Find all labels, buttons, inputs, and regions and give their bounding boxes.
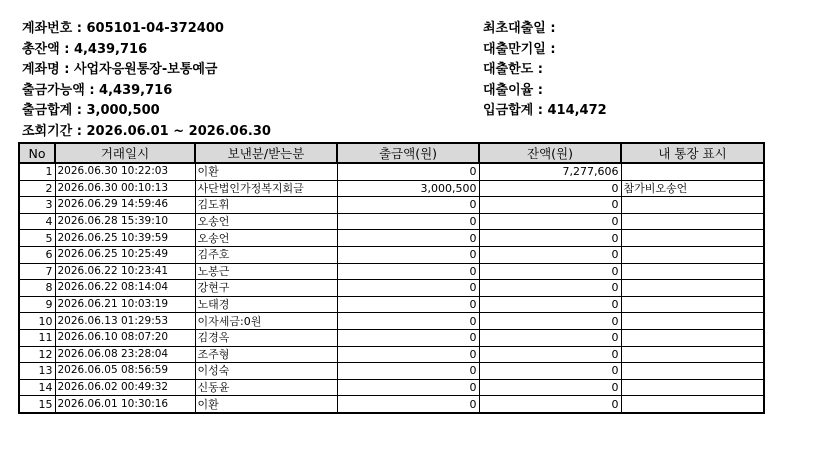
table-row <box>19 296 764 313</box>
row-memo <box>621 329 764 346</box>
row-balance: 0 <box>479 197 621 214</box>
loan-info <box>483 19 607 122</box>
loan-limit-label: 대출한도 : <box>483 62 543 77</box>
available-amount-line <box>22 81 271 102</box>
account-name-line <box>22 60 271 81</box>
table-row <box>19 163 764 180</box>
row-no: 8 <box>19 280 55 297</box>
first-loan-date-line <box>483 19 607 40</box>
withdraw-total-line <box>22 101 271 122</box>
row-datetime: 2026.06.22 10:23:41 <box>55 263 195 280</box>
loan-limit-line <box>483 60 607 81</box>
table-row <box>19 246 764 263</box>
row-counterparty: 김주호 <box>195 246 337 263</box>
row-balance: 0 <box>479 230 621 247</box>
row-balance: 0 <box>479 313 621 330</box>
row-withdrawal: 0 <box>337 280 479 297</box>
account-number: 605101-04-372400 <box>86 21 224 36</box>
row-no: 5 <box>19 230 55 247</box>
account-number-label: 계좌번호 : <box>22 21 87 36</box>
row-balance: 0 <box>479 296 621 313</box>
period-label: 조회기간 : <box>22 123 87 139</box>
row-no: 1 <box>19 163 55 180</box>
row-balance: 0 <box>479 280 621 297</box>
row-balance: 0 <box>479 363 621 380</box>
row-counterparty: 사단법인가정복지회글 <box>195 180 337 197</box>
row-memo <box>621 363 764 380</box>
row-memo <box>621 313 764 330</box>
row-no: 4 <box>19 213 55 230</box>
row-counterparty: 오송언 <box>195 213 337 230</box>
header-balance: 잔액(원) <box>479 143 621 163</box>
row-withdrawal: 0 <box>337 296 479 313</box>
row-counterparty: 이성숙 <box>195 363 337 380</box>
row-no: 10 <box>19 313 55 330</box>
deposit-total-label: 입금합계 : <box>483 103 548 118</box>
row-withdrawal: 0 <box>337 230 479 247</box>
row-memo <box>621 280 764 297</box>
row-counterparty: 노태경 <box>195 296 337 313</box>
row-withdrawal: 0 <box>337 313 479 330</box>
row-withdrawal: 0 <box>337 163 479 180</box>
row-balance: 0 <box>479 329 621 346</box>
table-row <box>19 263 764 280</box>
account-number-line <box>22 19 271 40</box>
row-withdrawal: 0 <box>337 197 479 214</box>
table-row <box>19 230 764 247</box>
table-row <box>19 329 764 346</box>
row-datetime: 2026.06.29 14:59:46 <box>55 197 195 214</box>
available-amount: 4,439,716 <box>99 82 173 98</box>
row-no: 14 <box>19 379 55 396</box>
row-counterparty: 이환 <box>195 163 337 180</box>
table-row <box>19 313 764 330</box>
available-amount-label: 출금가능액 : <box>22 82 100 98</box>
row-balance: 0 <box>479 213 621 230</box>
loan-maturity-line <box>483 40 607 61</box>
row-memo <box>621 246 764 263</box>
row-datetime: 2026.06.05 08:56:59 <box>55 363 195 380</box>
row-memo <box>621 197 764 214</box>
row-withdrawal: 0 <box>337 379 479 396</box>
header-memo: 내 통장 표시 <box>621 143 764 163</box>
withdraw-total-label: 출금합계 : <box>22 103 87 118</box>
row-counterparty: 조주형 <box>195 346 337 363</box>
row-no: 9 <box>19 296 55 313</box>
row-counterparty: 이자세금:0원 <box>195 313 337 330</box>
row-memo <box>621 296 764 313</box>
row-balance: 0 <box>479 379 621 396</box>
table-row <box>19 379 764 396</box>
row-withdrawal: 0 <box>337 346 479 363</box>
table-row <box>19 363 764 380</box>
row-withdrawal: 0 <box>337 363 479 380</box>
row-no: 13 <box>19 363 55 380</box>
total-balance-label: 총잔액 : <box>22 41 74 57</box>
row-balance: 0 <box>479 246 621 263</box>
row-no: 11 <box>19 329 55 346</box>
period: 2026.06.01 ~ 2026.06.30 <box>86 123 271 139</box>
row-counterparty: 이환 <box>195 396 337 413</box>
row-memo: 참가비오송언 <box>621 180 764 197</box>
row-no: 6 <box>19 246 55 263</box>
period-line <box>22 122 271 143</box>
table-row <box>19 213 764 230</box>
row-datetime: 2026.06.13 01:29:53 <box>55 313 195 330</box>
withdraw-total: 3,000,500 <box>86 103 160 118</box>
row-no: 7 <box>19 263 55 280</box>
row-datetime: 2026.06.08 23:28:04 <box>55 346 195 363</box>
row-datetime: 2026.06.01 10:30:16 <box>55 396 195 413</box>
row-datetime: 2026.06.10 08:07:20 <box>55 329 195 346</box>
row-no: 2 <box>19 180 55 197</box>
account-info <box>22 19 271 142</box>
table-row <box>19 280 764 297</box>
row-memo <box>621 346 764 363</box>
row-datetime: 2026.06.02 00:49:32 <box>55 379 195 396</box>
row-counterparty: 노봉근 <box>195 263 337 280</box>
row-counterparty: 김도휘 <box>195 197 337 214</box>
row-balance: 0 <box>479 396 621 413</box>
table-row <box>19 180 764 197</box>
row-balance: 0 <box>479 263 621 280</box>
header-counterparty: 보낸분/받는분 <box>195 143 337 163</box>
row-memo <box>621 230 764 247</box>
row-counterparty: 신동윤 <box>195 379 337 396</box>
row-balance: 0 <box>479 346 621 363</box>
row-memo <box>621 163 764 180</box>
first-loan-date-label: 최초대출일 : <box>483 21 556 36</box>
row-withdrawal: 0 <box>337 213 479 230</box>
row-datetime: 2026.06.30 10:22:03 <box>55 163 195 180</box>
row-no: 12 <box>19 346 55 363</box>
table-row <box>19 346 764 363</box>
deposit-total-line <box>483 101 607 122</box>
header-withdrawal: 출금액(원) <box>337 143 479 163</box>
row-balance: 7,277,606 <box>479 163 621 180</box>
row-balance: 0 <box>479 180 621 197</box>
deposit-total: 414,472 <box>547 103 607 118</box>
row-counterparty: 오송언 <box>195 230 337 247</box>
row-counterparty: 강현구 <box>195 280 337 297</box>
row-datetime: 2026.06.25 10:39:59 <box>55 230 195 247</box>
row-no: 15 <box>19 396 55 413</box>
header-no: No <box>19 143 55 163</box>
row-withdrawal: 0 <box>337 246 479 263</box>
row-withdrawal: 0 <box>337 263 479 280</box>
row-withdrawal: 3,000,500 <box>337 180 479 197</box>
total-balance: 4,439,716 <box>73 41 148 57</box>
total-balance-line <box>22 40 271 61</box>
row-memo <box>621 379 764 396</box>
header-datetime: 거래일시 <box>55 143 195 163</box>
row-datetime: 2026.06.21 10:03:19 <box>55 296 195 313</box>
loan-rate-label: 대출이율 : <box>483 82 543 98</box>
table-header-row <box>19 143 764 163</box>
row-counterparty: 김경옥 <box>195 329 337 346</box>
row-memo <box>621 213 764 230</box>
row-memo <box>621 396 764 413</box>
loan-maturity-label: 대출만기일 : <box>483 41 556 57</box>
table-row <box>19 197 764 214</box>
row-memo <box>621 263 764 280</box>
loan-rate-line <box>483 81 607 102</box>
row-datetime: 2026.06.28 15:39:10 <box>55 213 195 230</box>
row-datetime: 2026.06.30 00:10:13 <box>55 180 195 197</box>
account-name-label: 계좌명 : <box>22 62 74 77</box>
row-datetime: 2026.06.25 10:25:49 <box>55 246 195 263</box>
row-datetime: 2026.06.22 08:14:04 <box>55 280 195 297</box>
row-withdrawal: 0 <box>337 329 479 346</box>
table-row <box>19 396 764 413</box>
transaction-table <box>18 142 765 414</box>
row-no: 3 <box>19 197 55 214</box>
account-name: 사업자응원통장-보통예금 <box>73 62 218 77</box>
row-withdrawal: 0 <box>337 396 479 413</box>
